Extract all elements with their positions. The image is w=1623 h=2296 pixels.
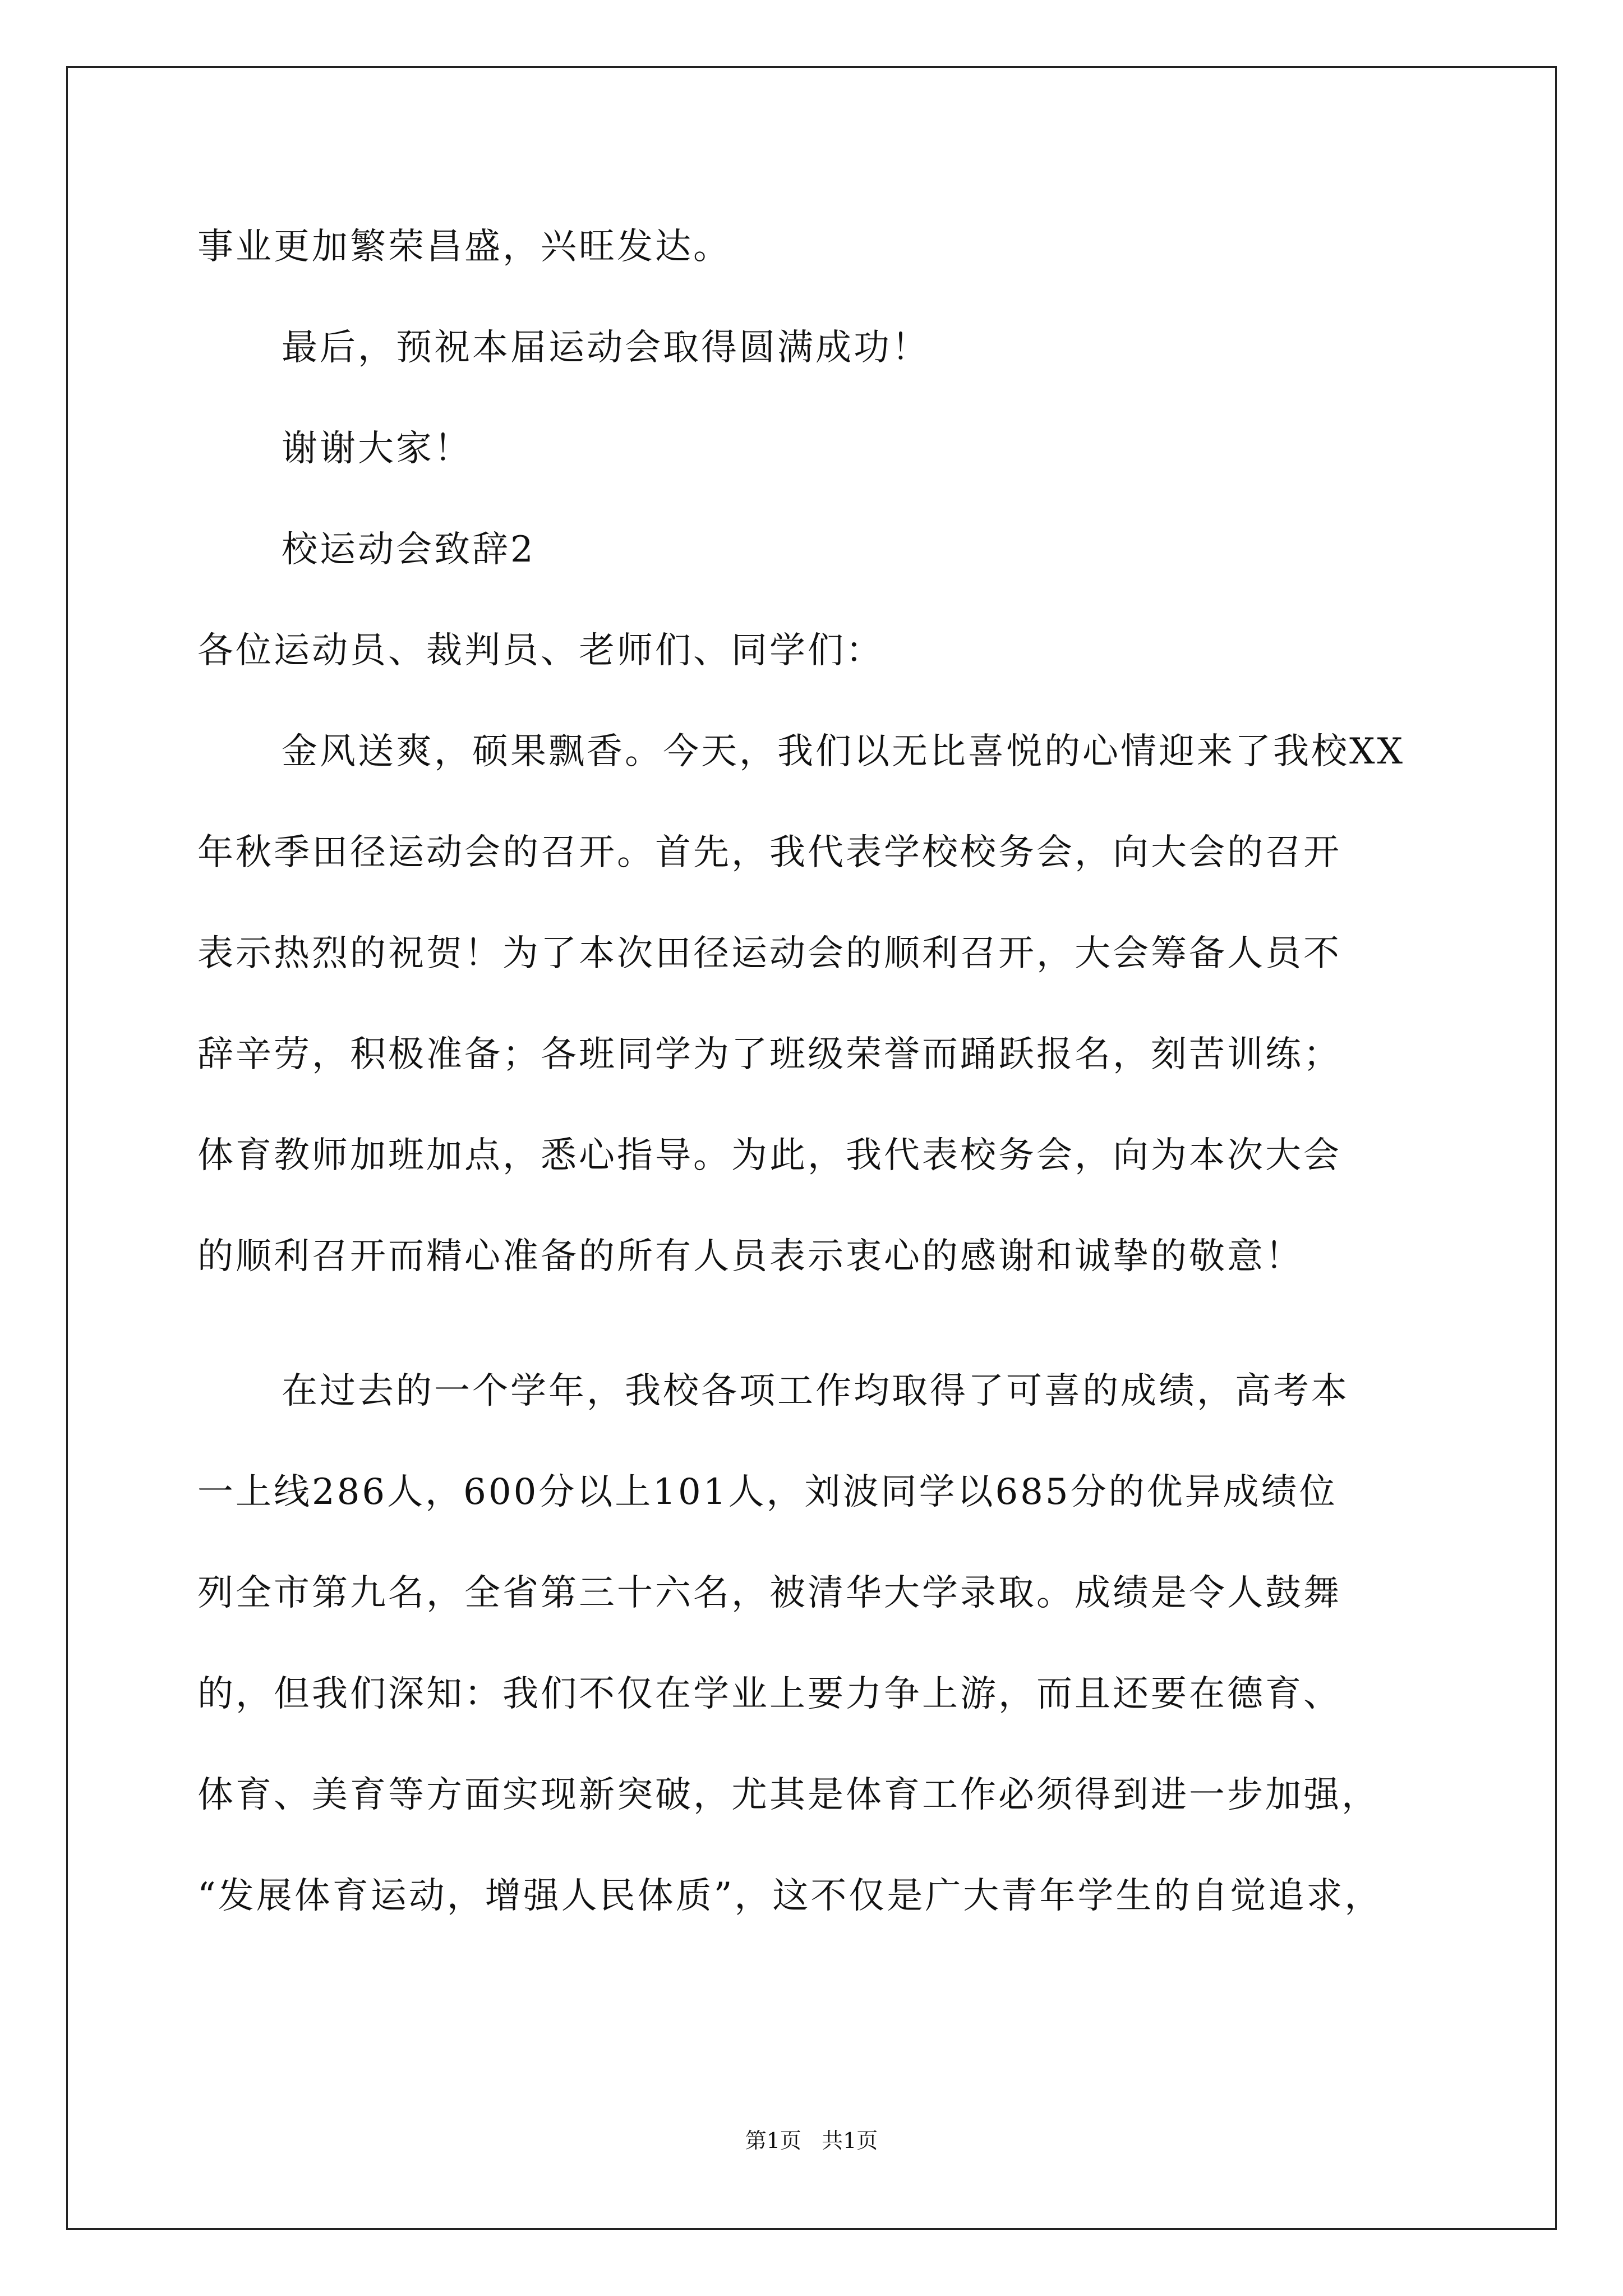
text-line: 的顺利召开而精心准备的所有人员表示衷心的感谢和诚挚的敬意！ (197, 1236, 1303, 1277)
page-footer: 第1页 共1页 (745, 2128, 878, 2153)
text-line: 最后，预祝本届运动会取得圆满成功！ (282, 327, 930, 369)
section-heading: 校运动会致辞2 (282, 529, 536, 570)
text-line: 事业更加繁荣昌盛，兴旺发达。 (197, 226, 731, 268)
text-line: “发展体育运动，增强人民体质”，这不仅是广大青年学生的自觉追求， (197, 1875, 1383, 1917)
salutation: 各位运动员、裁判员、老师们、同学们： (197, 630, 884, 671)
text-line: 体育教师加班加点，悉心指导。为此，我代表校务会，向为本次大会 (197, 1135, 1341, 1176)
text-line: 在过去的一个学年，我校各项工作均取得了可喜的成绩，高考本 (282, 1370, 1349, 1412)
text-line: 辞辛劳，积极准备；各班同学为了班级荣誉而踊跃报名，刻苦训练； (197, 1034, 1341, 1075)
text-line: 表示热烈的祝贺！为了本次田径运动会的顺利召开，大会筹备人员不 (197, 933, 1341, 974)
text-line: 金风送爽，硕果飘香。今天，我们以无比喜悦的心情迎来了我校XX (282, 731, 1405, 772)
text-line: 谢谢大家！ (282, 428, 472, 470)
text-line: 体育、美育等方面实现新突破，尤其是体育工作必须得到进一步加强， (197, 1774, 1380, 1816)
text-line: 列全市第九名，全省第三十六名，被清华大学录取。成绩是令人鼓舞 (197, 1572, 1341, 1614)
text-line: 的，但我们深知：我们不仅在学业上要力争上游，而且还要在德育、 (197, 1673, 1341, 1715)
text-line: 年秋季田径运动会的召开。首先，我代表学校校务会，向大会的召开 (197, 832, 1341, 873)
text-line: 一上线286人，600分以上101人，刘波同学以685分的优异成绩位 (197, 1471, 1338, 1513)
